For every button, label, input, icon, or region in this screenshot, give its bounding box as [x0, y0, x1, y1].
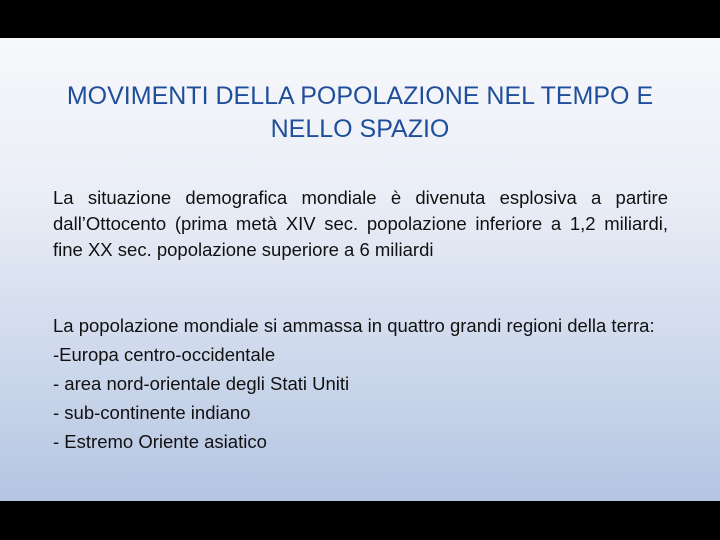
region-item-far-east: - Estremo Oriente asiatico — [53, 431, 267, 452]
slide — [0, 38, 720, 501]
region-item-us-northeast: - area nord-orientale degli Stati Uniti — [53, 373, 350, 394]
regions-intro: La popolazione mondiale si ammassa in quattro grandi regioni della terra: — [53, 315, 655, 336]
regions-paragraph — [53, 311, 673, 456]
region-item-europe: -Europa centro-occidentale — [53, 344, 276, 365]
region-item-india: - sub-continente indiano — [53, 402, 251, 423]
demographic-paragraph: La situazione demografica mondiale è divenuta esplosiva a partire dall’Ottocento (prima metà XIV sec. popolazione inferiore a 1,2 miliardi, fine XX sec. popolazione superiore a 6 miliardi — [53, 187, 668, 260]
slide-title: MOVIMENTI DELLA POPOLAZIONE NEL TEMPO E NELLO SPAZIO — [66, 82, 654, 143]
